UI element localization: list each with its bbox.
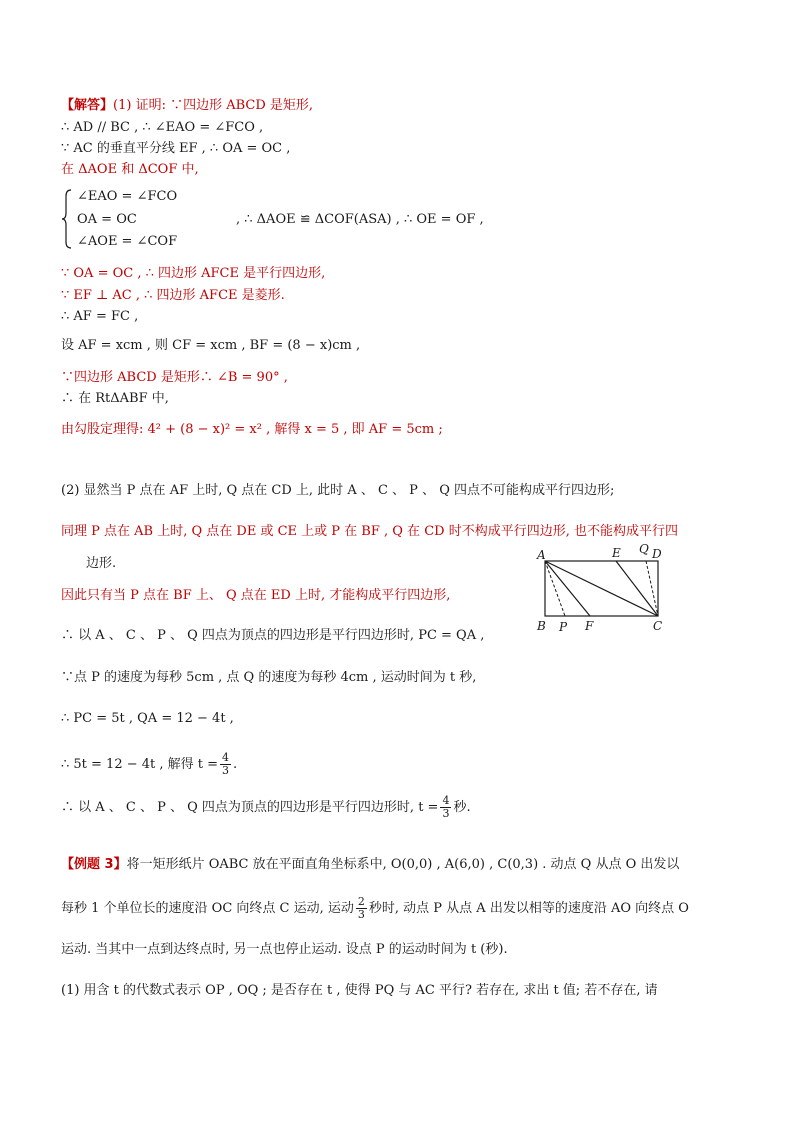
equation-system — [61, 188, 484, 254]
example3-line-1 — [61, 856, 679, 874]
example3-text-2b: 秒时, 动点 P 从点 A 出发以相等的速度沿 AO 向终点 O — [368, 901, 689, 916]
solution-line-3: ∵ AC 的垂直平分线 EF , ∴ OA = OC , — [61, 141, 291, 156]
segment-af — [545, 561, 590, 616]
part2-line-7: ∴ PC = 5t , QA = 12 − 4t , — [61, 711, 234, 726]
solution-line-7: ∴ AF = FC , — [61, 309, 139, 324]
label-a: A — [537, 548, 546, 562]
label-q: Q — [639, 543, 649, 556]
example3-line-2 — [61, 896, 689, 921]
solution-line-10: ∴ 在 RtΔABF 中, — [61, 391, 169, 406]
solution-line-5: ∵ OA = OC , ∴ 四边形 AFCE 是平行四边形, — [61, 266, 326, 281]
example3-tag: 【例题 3】 — [61, 857, 127, 872]
segment-ec — [616, 561, 658, 616]
solution-tag: 【解答】 — [61, 98, 114, 113]
system-conclusion: , ∴ ΔAOE ≌ ΔCOF(ASA) , ∴ OE = OF , — [236, 212, 484, 227]
solution-line-8: 设 AF = xcm , 则 CF = xcm , BF = (8 − x)cm , — [61, 338, 361, 353]
example3-text-1: 将一矩形纸片 OABC 放在平面直角坐标系中, O(0,0) , A(6,0) , C(0,3) . 动点 Q 从点 O 出发以 — [126, 857, 680, 872]
part2-line-2: 同理 P 点在 AB 上时, Q 点在 DE 或 CE 上或 P 在 BF , Q 在 CD 时不构成平行四边形, 也不能构成平行四 — [61, 524, 678, 539]
label-b: B — [537, 619, 546, 633]
system-row-2: OA = OC — [77, 212, 137, 227]
label-p: P — [559, 620, 568, 634]
solution-line-6: ∵ EF ⊥ AC , ∴ 四边形 AFCE 是菱形. — [61, 288, 285, 303]
solution-line-2: ∴ AD // BC , ∴ ∠EAO = ∠FCO , — [61, 120, 264, 135]
part2-line-9: ∴ 以 A 、 C 、 P 、 Q 四点为顶点的四边形是平行四边形时, t = $\frac{4}{3}$ 秒. — [61, 794, 471, 820]
part2-line-9-text: ∴ 以 A 、 C 、 P 、 Q 四点为顶点的四边形是平行四边形时, t = — [61, 800, 439, 815]
solution-line-1 — [61, 97, 313, 115]
part2-line-8: ∴ 5t = 12 − 4t , 解得 t = $\frac{4}{3}$ . — [61, 751, 238, 777]
fraction: $\frac{4}{3}$ — [442, 794, 450, 820]
system-row-3: ∠AOE = ∠COF — [77, 234, 178, 249]
part2-line-1: (2) 显然当 P 点在 AF 上时, Q 点在 CD 上, 此时 A 、 C 、 P 、 Q 四点不可能构成平行四边形; — [61, 483, 615, 498]
part2-line-3: 边形. — [86, 556, 117, 571]
left-brace-icon — [61, 188, 73, 250]
solution-line-4: 在 ΔAOE 和 ΔCOF 中, — [61, 162, 199, 177]
fraction: $\frac{4}{3}$ — [222, 751, 230, 777]
example3-line-3: 运动. 当其中一点到达终点时, 另一点也停止运动. 设点 P 的运动时间为 t (秒). — [61, 942, 508, 957]
system-row-1: ∠EAO = ∠FCO — [77, 189, 178, 204]
solution-text-1: (1) 证明: ∵四边形 ABCD 是矩形, — [113, 98, 314, 113]
label-c: C — [653, 619, 663, 633]
label-e: E — [612, 546, 621, 560]
label-d: D — [652, 547, 662, 561]
part2-line-5: ∴ 以 A 、 C 、 P 、 Q 四点为顶点的四边形是平行四边形时, PC = QA , — [61, 628, 485, 643]
fraction: $\frac{2}{3}$ — [357, 895, 365, 921]
solution-line-11: 由勾股定理得: 4² + (8 − x)² = x² , 解得 x = 5 , 即 AF = 5cm ; — [61, 422, 443, 437]
example3-line-4: (1) 用含 t 的代数式表示 OP , OQ ; 是否存在 t , 使得 PQ 与 AC 平行? 若存在, 求出 t 值; 若不存在, 请 — [61, 983, 658, 998]
part2-line-4: 因此只有当 P 点在 BF 上、 Q 点在 ED 上时, 才能构成平行四边形, — [61, 588, 451, 603]
solution-line-9: ∵四边形 ABCD 是矩形∴ ∠B = 90° , — [61, 370, 288, 385]
example3-text-2a: 每秒 1 个单位长的速度沿 OC 向终点 C 运动, 运动 — [61, 901, 354, 916]
part2-line-8-text: ∴ 5t = 12 − 4t , 解得 t = — [61, 757, 219, 772]
diagonal-ac — [545, 561, 658, 616]
rectangle-figure — [532, 543, 672, 638]
label-f: F — [585, 619, 594, 633]
part2-line-6: ∵点 P 的速度为每秒 5cm , 点 Q 的速度为每秒 4cm , 运动时间为 t 秒, — [61, 670, 477, 685]
